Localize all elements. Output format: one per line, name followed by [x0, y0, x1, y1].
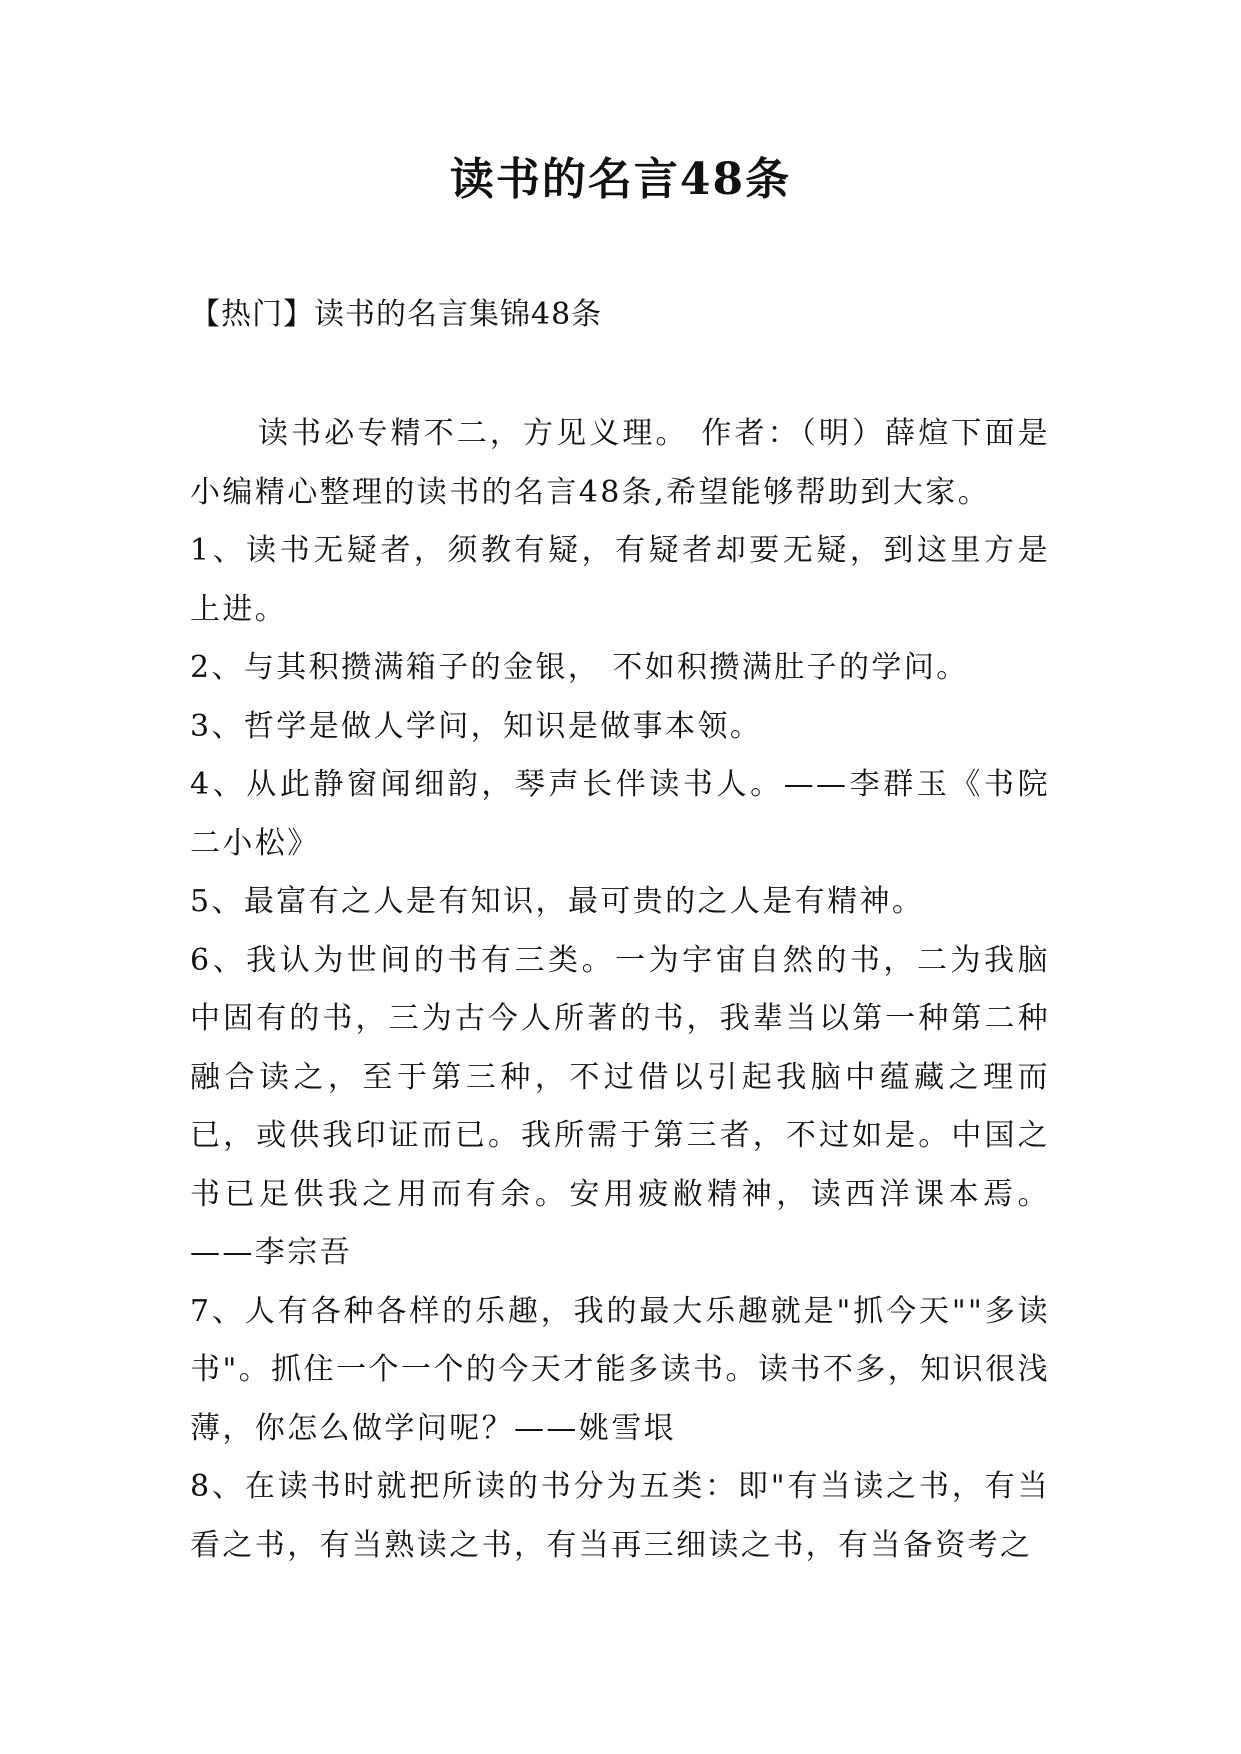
quote-item-4: 4、从此静窗闻细韵，琴声长伴读书人。——李群玉《书院二小松》 — [190, 767, 1050, 861]
document-title: 读书的名言48条 — [449, 154, 792, 205]
intro-paragraph: 读书必专精不二，方见义理。 作者：（明）薛煊下面是小编精心整理的读书的名言48条,希望能够帮助到大家。 — [190, 416, 1050, 510]
quote-item-1: 1、读书无疑者，须教有疑，有疑者却要无疑，到这里方是上进。 — [190, 533, 1050, 627]
quote-item-6: 6、我认为世间的书有三类。一为宇宙自然的书，二为我脑中固有的书，三为古今人所著的书，我辈当以第一种第二种融合读之，至于第三种，不过借以引起我脑中蕴藏之理而已，或供我印证而已。我所需于第三者，不过如是。中国之书已足供我之用而有余。安用疲敝精神，读西洋课本焉。——李宗吾 — [190, 942, 1050, 1270]
quote-item-7: 7、人有各种各样的乐趣，我的最大乐趣就是"抓今天""多读书"。抓住一个一个的今天才能多读书。读书不多，知识很浅薄，你怎么做学问呢？——姚雪垠 — [190, 1293, 1050, 1446]
quote-item-2: 2、与其积攒满箱子的金银， 不如积攒满肚子的学问。 — [190, 650, 969, 685]
quote-item-5: 5、最富有之人是有知识，最可贵的之人是有精神。 — [190, 884, 925, 919]
quote-item-3: 3、哲学是做人学问，知识是做事本领。 — [190, 708, 763, 744]
quote-item-8: 8、在读书时就把所读的书分为五类：即"有当读之书，有当看之书，有当熟读之书，有当再三细读之书，有当备资考之 — [190, 1469, 1050, 1563]
document-subtitle: 【热门】读书的名言集锦48条 — [190, 297, 603, 332]
document-body — [190, 405, 1050, 1575]
